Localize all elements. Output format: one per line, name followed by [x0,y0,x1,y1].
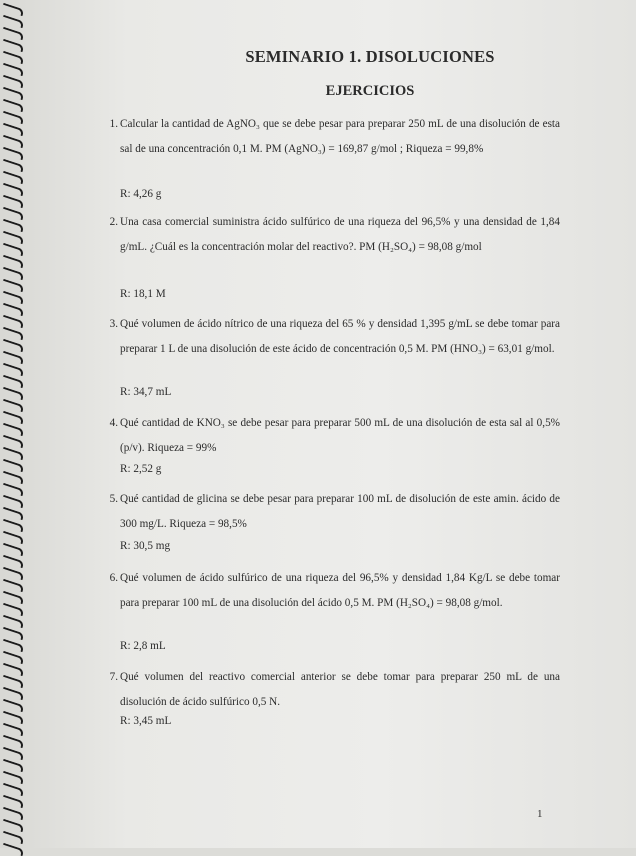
exercise-text: Qué volumen de ácido nítrico de una riqueza del 65 % y densidad 1,395 g/mL se debe tomar para preparar 1 L de una disolución de este ácido de concentración 0,5 M. PM (HNO₃) = 63,01 g/mol. [120,318,560,355]
exercise-number: 2. [109,216,118,228]
exercise-number: 5. [109,493,118,505]
page-title: SEMINARIO 1. DISOLUCIONES [245,47,495,66]
exercise-number: 3. [109,318,118,330]
exercise-item [100,112,560,161]
exercise-text: Qué volumen de ácido sulfúrico de una riqueza del 96,5% y densidad 1,84 Kg/L se debe tomar para preparar 100 mL de una disolución del ácido 0,5 M. PM (H₂SO₄) = 98,08 g/mol. [120,572,560,609]
exercise-number: 6. [109,572,118,584]
exercise-text: Qué volumen del reactivo comercial anterior se debe tomar para preparar 250 mL de una disolución de ácido sulfúrico 0,5 N. [120,671,560,708]
exercise-answer: R: 2,8 mL [120,640,166,652]
exercise-item [100,487,560,536]
exercise-text: Calcular la cantidad de AgNO₃ que se debe pesar para preparar 250 mL de una disolución de esta sal de una concentración 0,1 M. PM (AgNO₃) = 169,87 g/mol ; Riqueza = 99,8% [120,118,560,155]
exercise-text: Una casa comercial suministra ácido sulfúrico de una riqueza del 96,5% y una densidad de 1,84 g/mL. ¿Cuál es la concentración molar del reactivo?. PM (H₂SO₄) = 98,08 g/mol [120,216,560,253]
spiral-coil [1,843,24,856]
exercise-item [100,210,560,259]
page-number: 1 [537,808,543,820]
exercise-item [100,566,560,615]
exercise-answer: R: 3,45 mL [120,715,172,727]
exercise-answer: R: 30,5 mg [120,540,171,552]
exercise-number: 1. [109,118,118,130]
exercise-answer: R: 2,52 g [120,463,162,475]
exercise-text: Qué cantidad de glicina se debe pesar para preparar 100 mL de disolución de este amin. ácido de 300 mg/L. Riqueza = 98,5% [120,493,560,530]
exercise-number: 4. [109,417,118,429]
spiral-binding [0,0,26,848]
exercise-item [100,312,560,361]
exercise-number: 7. [109,671,118,683]
exercise-answer: R: 34,7 mL [120,386,172,398]
section-heading: EJERCICIOS [325,83,415,99]
exercise-text: Qué cantidad de KNO₃ se debe pesar para preparar 500 mL de una disolución de esta sal al 0,5% (p/v). Riqueza = 99% [120,417,560,454]
exercise-answer: R: 4,26 g [120,188,162,200]
exercise-item [100,665,560,714]
exercise-item [100,411,560,460]
exercise-answer: R: 18,1 M [120,288,166,300]
